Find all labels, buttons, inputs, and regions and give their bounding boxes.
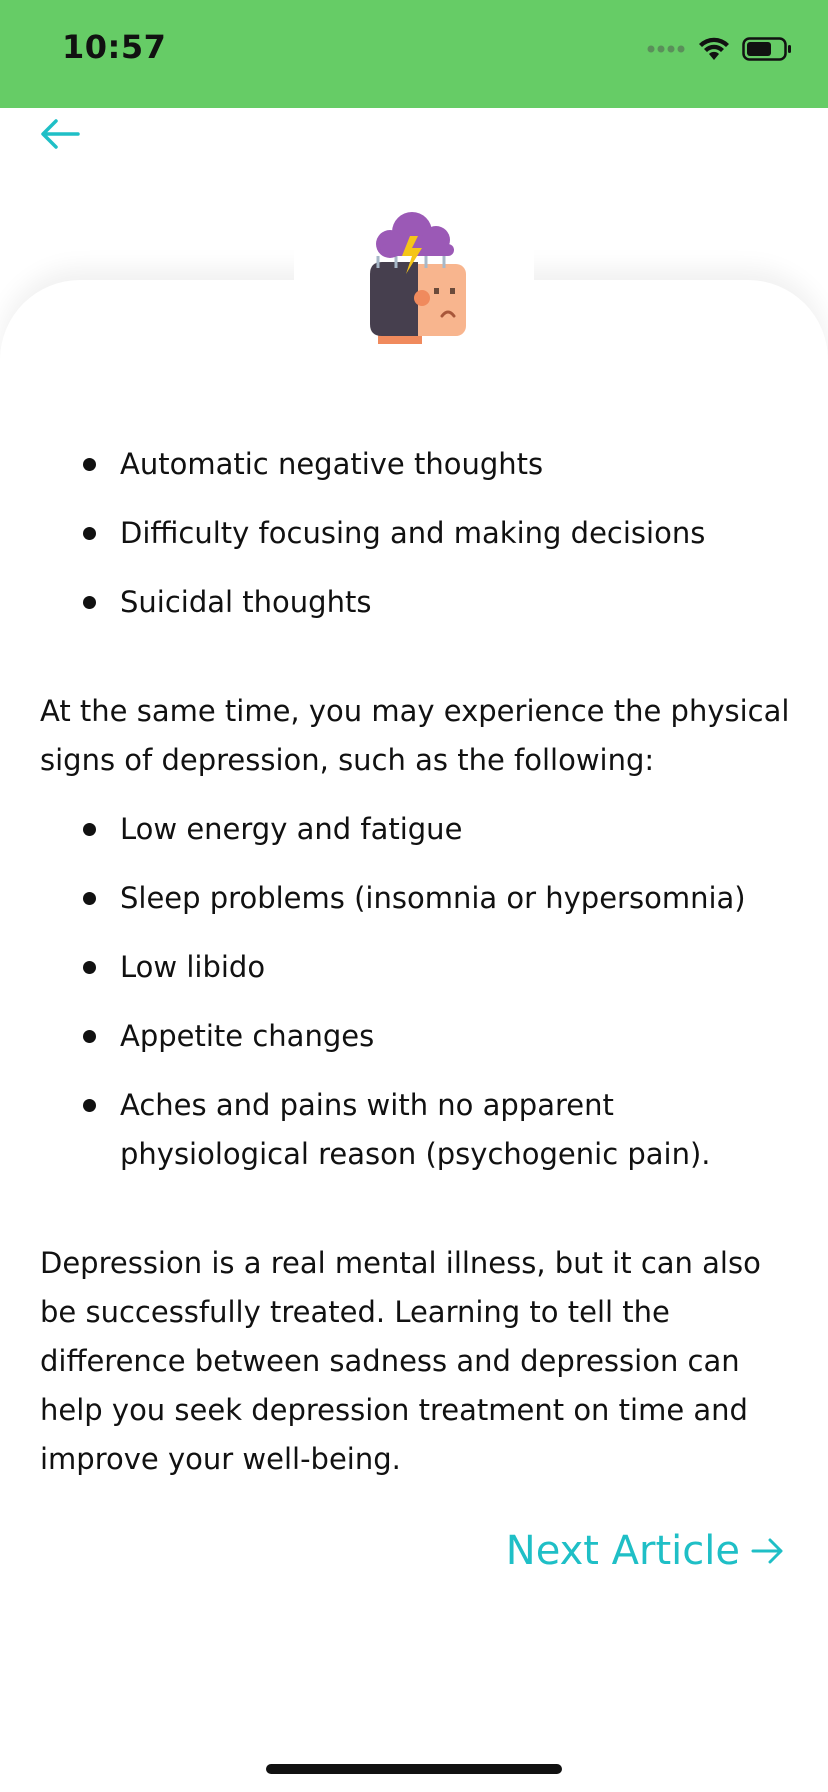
bullet-dot xyxy=(83,596,96,609)
signal-dots-icon xyxy=(646,44,686,54)
list-item-text: Suicidal thoughts xyxy=(120,585,372,619)
status-icons xyxy=(646,34,792,64)
list-item xyxy=(40,874,800,923)
next-article-button[interactable] xyxy=(506,1528,786,1574)
next-article-label: Next Article xyxy=(505,1528,740,1574)
physical-signs-list xyxy=(40,805,800,1179)
arrow-right-icon xyxy=(750,1536,786,1566)
wifi-icon xyxy=(698,36,730,62)
list-item-text: Aches and pains with no apparent physiological reason (psychogenic pain). xyxy=(120,1088,711,1171)
list-item xyxy=(40,943,800,992)
status-time: 10:57 xyxy=(62,28,167,66)
back-arrow-icon xyxy=(38,116,82,152)
back-button[interactable] xyxy=(38,116,82,152)
list-item-text: Appetite changes xyxy=(120,1019,375,1053)
battery-icon xyxy=(742,36,792,62)
list-item xyxy=(40,1012,800,1061)
list-item-text: Low libido xyxy=(120,950,266,984)
list-item xyxy=(40,509,800,558)
bullet-dot xyxy=(83,961,96,974)
list-item-text: Sleep problems (insomnia or hypersomnia) xyxy=(120,881,746,915)
bullet-dot xyxy=(83,1030,96,1043)
mental-signs-list xyxy=(40,440,800,627)
bullet-dot xyxy=(83,527,96,540)
bullet-dot xyxy=(83,458,96,471)
list-item xyxy=(40,1081,800,1179)
list-item xyxy=(40,578,800,627)
bullet-dot xyxy=(83,1099,96,1112)
paragraph-conclusion: Depression is a real mental illness, but it can also be successfully treated. Learning to tell the difference between sadness and depression can help you seek depression treatment on time and improve your well-being. xyxy=(40,1246,761,1476)
paragraph-physical-signs: At the same time, you may experience the physical signs of depression, such as the following: xyxy=(40,694,790,777)
home-indicator[interactable] xyxy=(266,1764,562,1774)
bullet-dot xyxy=(83,823,96,836)
article-body xyxy=(40,440,800,1504)
list-item-text: Automatic negative thoughts xyxy=(120,447,544,481)
list-item-text: Difficulty focusing and making decisions xyxy=(120,516,706,550)
status-bar xyxy=(0,0,828,108)
list-item-text: Low energy and fatigue xyxy=(120,812,463,846)
list-item xyxy=(40,805,800,854)
list-item xyxy=(40,440,800,489)
stormy-head-icon xyxy=(366,212,472,348)
bullet-dot xyxy=(83,892,96,905)
